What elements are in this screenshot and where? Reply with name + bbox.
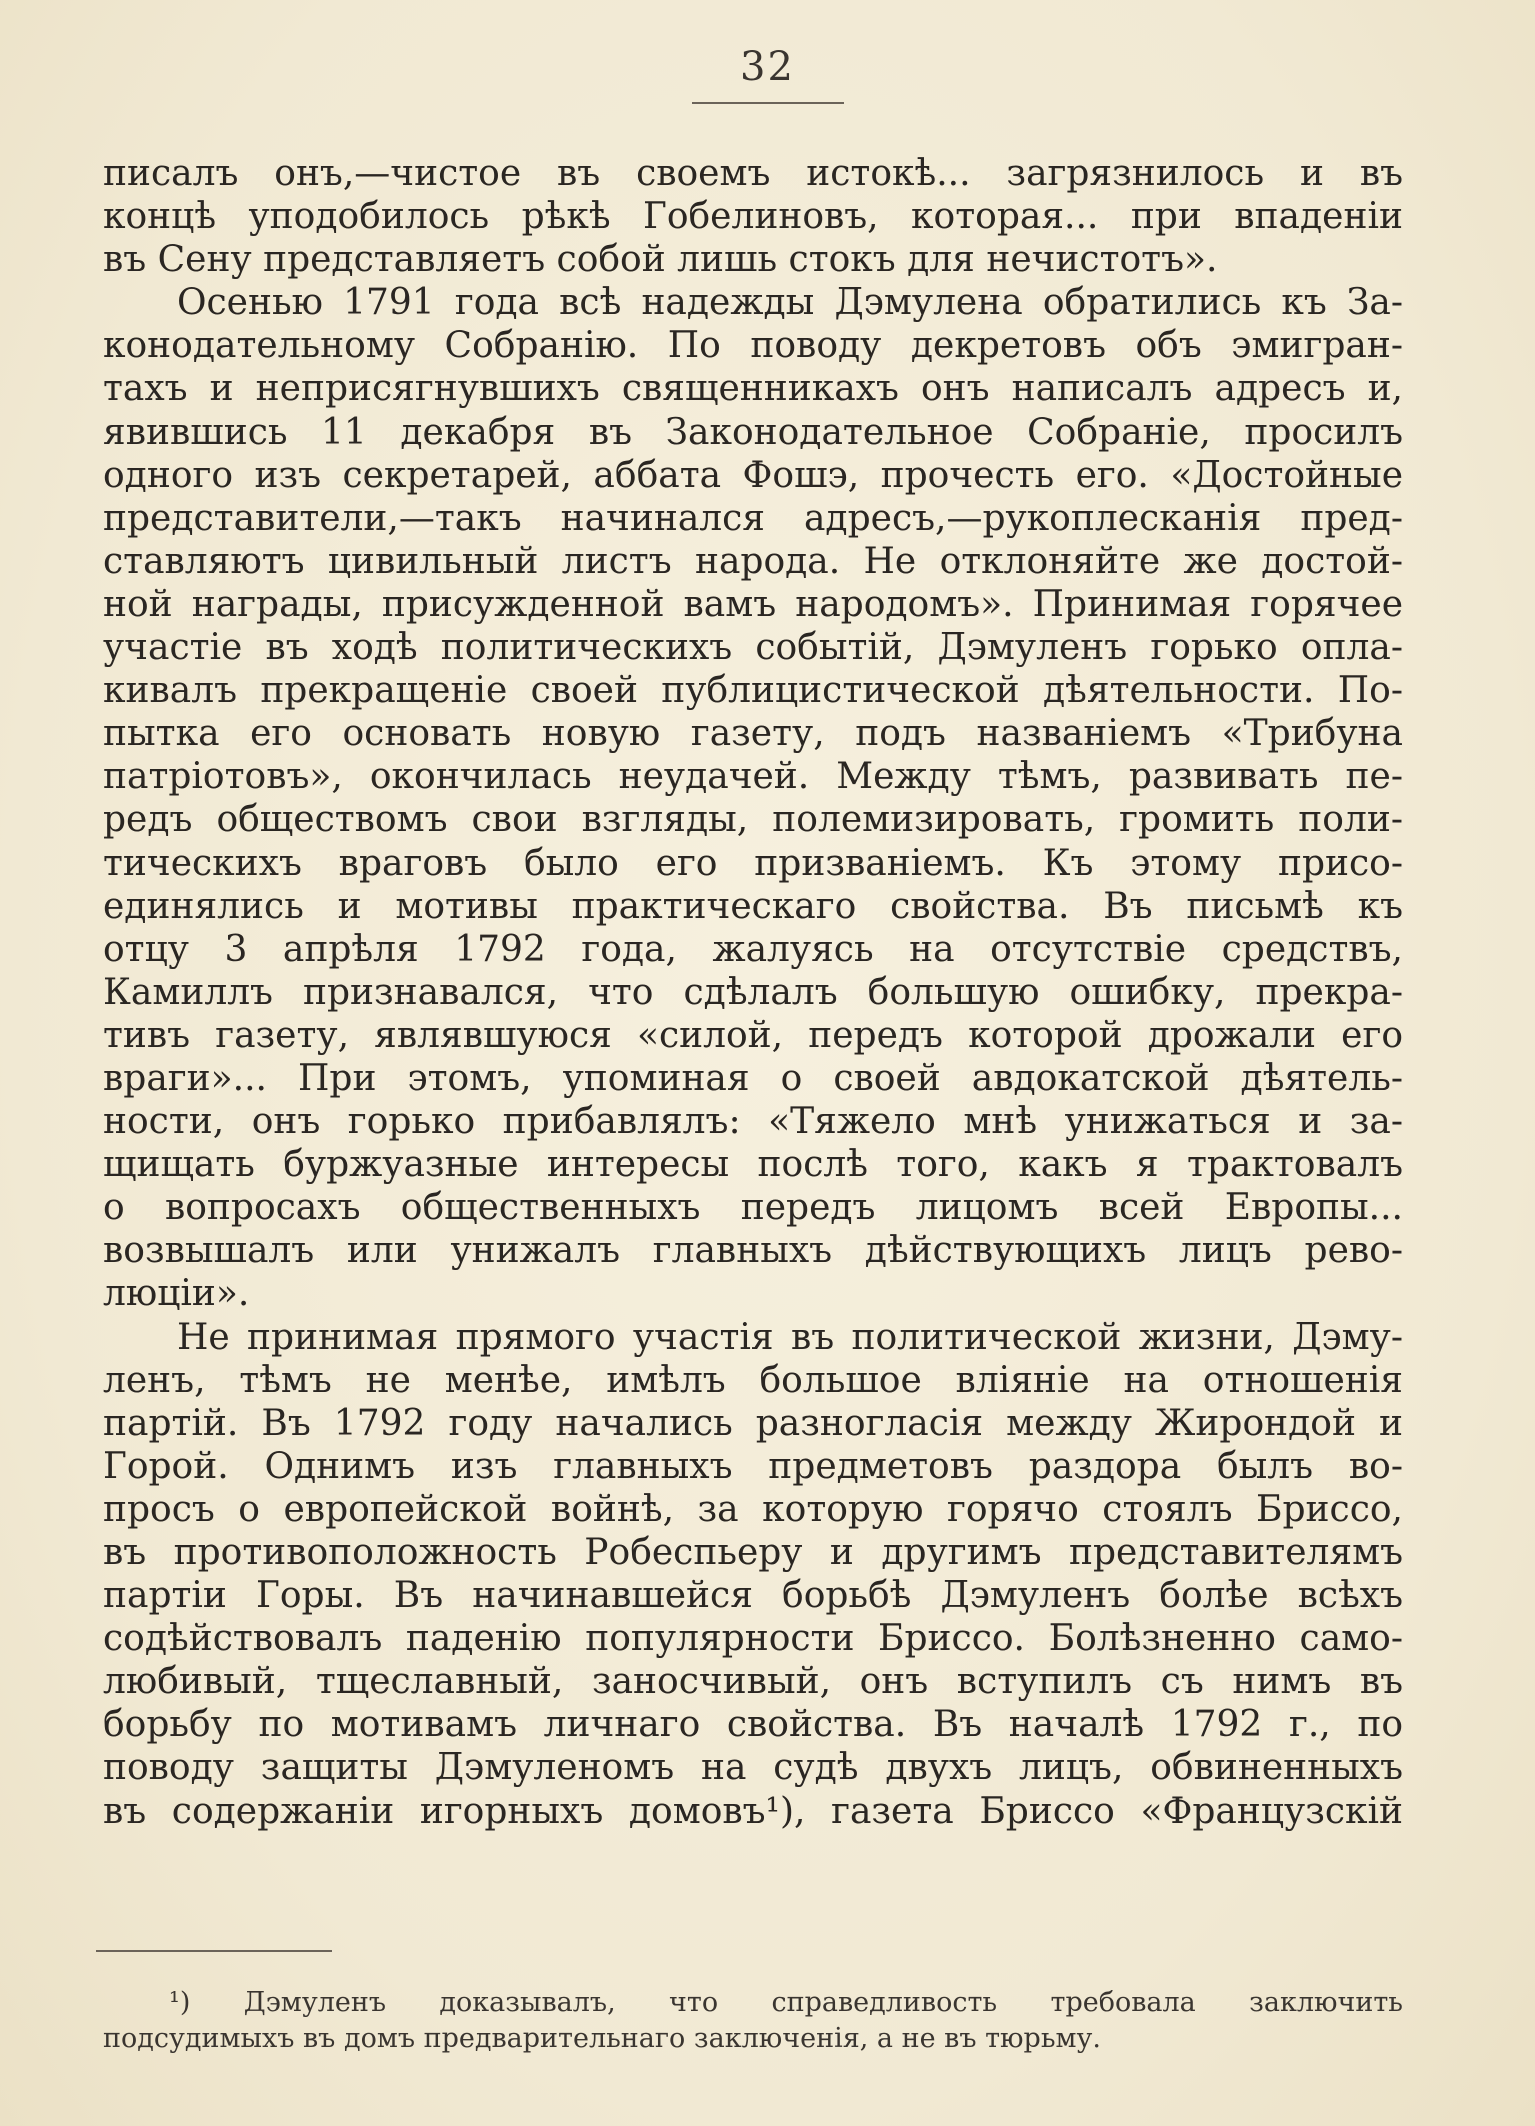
text-line: тическихъ враговъ было его призваніемъ. Къ этому присо- (103, 842, 1403, 884)
text-line: ставляютъ цивильный листъ народа. Не отклоняйте же достой- (103, 540, 1403, 582)
page-number: 32 (740, 44, 795, 90)
text-line: просъ о европейской войнѣ, за которую горячо стоялъ Бриссо, (103, 1488, 1403, 1530)
text-line: въ противоположность Робеспьеру и другимъ представителямъ (103, 1532, 1403, 1573)
text-line: тивъ газету, являвшуюся «силой, передъ которой дрожали его (103, 1014, 1403, 1056)
text-line: щищать буржуазные интересы послѣ того, какъ я трактовалъ (103, 1144, 1403, 1186)
text-line: отцу 3 апрѣля 1792 года, жалуясь на отсутствіе средствъ, (103, 928, 1403, 970)
text-line: содѣйствовалъ паденію популярности Бриссо. Болѣзненно само- (103, 1618, 1403, 1660)
text-line: единялись и мотивы практическаго свойства. Въ письмѣ къ (103, 885, 1403, 927)
footnote (103, 1985, 1403, 2057)
text-line: ности, онъ горько прибавлялъ: «Тяжело мнѣ унижаться и за- (103, 1101, 1403, 1143)
text-line: кивалъ прекращеніе своей публицистической дѣятельности. По- (103, 670, 1403, 712)
text-line: люціи». (103, 1273, 250, 1315)
text-line: возвышалъ или унижалъ главныхъ дѣйствующихъ лицъ рево- (103, 1230, 1403, 1272)
text-line: поводу защиты Дэмуленомъ на судѣ двухъ лицъ, обвиненныхъ (103, 1747, 1403, 1789)
text-line: о вопросахъ общественныхъ передъ лицомъ всей Европы... (103, 1187, 1403, 1229)
footnote-line: подсудимыхъ въ домъ предварительнаго заключенія, а не въ тюрьму. (103, 2023, 1101, 2054)
text-line: конодательному Собранію. По поводу декретовъ объ эмигран- (103, 325, 1403, 367)
text-line: пытка его основать новую газету, подъ названіемъ «Трибуна (103, 713, 1403, 755)
text-line: въ содержаніи игорныхъ домовъ¹), газета Бриссо «Французскій (103, 1790, 1403, 1832)
text-line: борьбу по мотивамъ личнаго свойства. Въ началѣ 1792 г., по (103, 1704, 1403, 1746)
text-line: Горой. Однимъ изъ главныхъ предметовъ раздора былъ во- (103, 1445, 1403, 1487)
text-line: ленъ, тѣмъ не менѣе, имѣлъ большое вліяніе на отношенія (103, 1359, 1403, 1401)
footnote-divider (96, 1950, 332, 1952)
text-line: одного изъ секретарей, аббата Фошэ, прочесть его. «Достойные (103, 454, 1403, 496)
text-line: патріотовъ», окончилась неудачей. Между тѣмъ, развивать пе- (103, 756, 1403, 798)
text-line: Камиллъ признавался, что сдѣлалъ большую ошибку, прекра- (103, 971, 1403, 1013)
footnote-line: ¹) Дэмуленъ доказывалъ, что справедливость требовала заключить (169, 1987, 1403, 2018)
header-rule (692, 102, 844, 104)
text-line: ной награды, присужденной вамъ народомъ». Принимая горячее (103, 583, 1403, 625)
text-line: участіе въ ходѣ политическихъ событій, Дэмуленъ горько опла- (103, 627, 1403, 669)
text-line: концѣ уподобилось рѣкѣ Гобелиновъ, которая... при впаденіи (103, 196, 1403, 238)
text-line: враги»... При этомъ, упоминая о своей авдокатской дѣятель- (103, 1057, 1403, 1099)
text-line: Не принимая прямого участія въ политической жизни, Дэму- (177, 1316, 1403, 1358)
text-line: въ Сену представляетъ собой лишь стокъ для нечистотъ». (103, 239, 1218, 281)
text-line: редъ обществомъ свои взгляды, полемизировать, громить поли- (103, 799, 1403, 841)
text-line: писалъ онъ,—чистое въ своемъ истокѣ... загрязнилось и въ (103, 153, 1403, 194)
text-line: представители,—такъ начинался адресъ,—рукоплесканія пред- (103, 497, 1403, 539)
text-line: тахъ и неприсягнувшихъ священникахъ онъ написалъ адресъ и, (103, 368, 1403, 410)
body-text (103, 152, 1403, 1833)
text-line: партій. Въ 1792 году начались разногласія между Жирондой и (103, 1402, 1403, 1444)
text-line: партіи Горы. Въ начинавшейся борьбѣ Дэмуленъ болѣе всѣхъ (103, 1575, 1403, 1617)
text-line: Осенью 1791 года всѣ надежды Дэмулена обратились къ За- (177, 282, 1403, 324)
text-line: любивый, тщеславный, заносчивый, онъ вступилъ съ нимъ въ (103, 1661, 1403, 1703)
text-line: явившись 11 декабря въ Законодательное Собраніе, просилъ (103, 411, 1403, 453)
